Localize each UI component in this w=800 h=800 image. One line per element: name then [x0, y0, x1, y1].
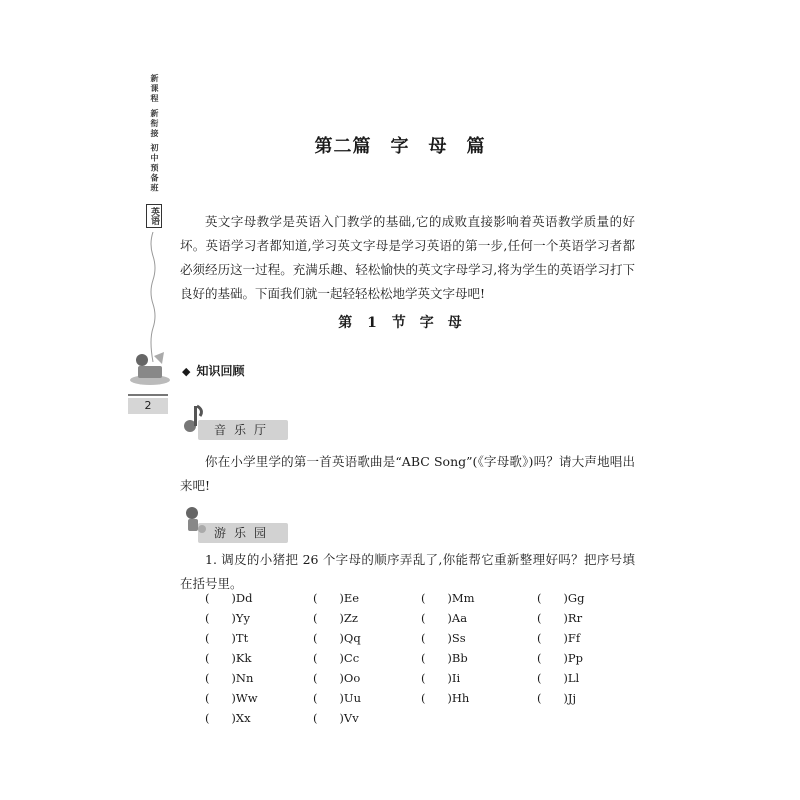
playground-label: 游乐园 [213, 526, 274, 540]
answer-parentheses[interactable]: ( ) [313, 711, 344, 725]
answer-parentheses[interactable]: ( ) [421, 631, 452, 645]
letter-pair: Aa [451, 611, 468, 625]
letter-blank[interactable] [313, 588, 421, 608]
answer-parentheses[interactable]: ( ) [205, 611, 236, 625]
letter-blank[interactable] [205, 668, 313, 688]
answer-parentheses[interactable]: ( ) [205, 671, 236, 685]
letter-pair: Nn [235, 671, 254, 685]
letter-pair: Ss [451, 631, 466, 645]
letter-blank[interactable] [313, 628, 421, 648]
letter-pair: Gg [567, 591, 585, 605]
answer-parentheses[interactable]: ( ) [537, 591, 568, 605]
letter-blank[interactable] [205, 648, 313, 668]
letter-pair: Cc [343, 651, 360, 665]
letter-pair: Ww [235, 691, 258, 705]
letter-blank[interactable] [313, 668, 421, 688]
answer-parentheses[interactable]: ( ) [205, 711, 236, 725]
answer-parentheses[interactable]: ( ) [421, 691, 452, 705]
letter-blank[interactable] [421, 688, 537, 708]
review-heading [182, 362, 244, 379]
letter-blank[interactable] [205, 588, 313, 608]
letter-blank[interactable] [205, 688, 313, 708]
letter-blank[interactable] [537, 668, 645, 688]
answer-parentheses[interactable]: ( ) [421, 611, 452, 625]
sidebar-line-1: 新课程 [150, 74, 159, 104]
answer-parentheses[interactable]: ( ) [313, 691, 344, 705]
letter-pair: Ii [451, 671, 461, 685]
letter-blank[interactable] [537, 588, 645, 608]
letter-blank[interactable] [421, 608, 537, 628]
letter-pair: Ff [567, 631, 581, 645]
music-hall-banner [180, 402, 300, 442]
intro-paragraph: 英文字母教学是英语入门教学的基础,它的成败直接影响着英语教学质量的好坏。英语学习者都知道,学习英文字母是学习英语的第一步,任何一个英语学习者都必须经历这一过程。充满乐趣、轻松愉快的英文字母学习,将为学生的英语学习打下良好的基础。下面我们就一起轻轻松松地学英文字母吧! [180, 214, 635, 301]
answer-parentheses[interactable]: ( ) [313, 671, 344, 685]
sidebar-wavy-line-icon [147, 232, 159, 362]
letter-pair: Yy [235, 611, 250, 625]
answer-parentheses[interactable]: ( ) [313, 631, 344, 645]
answer-parentheses[interactable]: ( ) [205, 631, 236, 645]
answer-parentheses[interactable]: ( ) [537, 671, 568, 685]
letter-pair: Qq [343, 631, 361, 645]
answer-parentheses[interactable]: ( ) [205, 691, 236, 705]
letter-pair: Uu [343, 691, 362, 705]
letter-pair: Hh [451, 691, 470, 705]
empty-cell [421, 708, 537, 728]
answer-parentheses[interactable]: ( ) [313, 651, 344, 665]
letter-blank[interactable] [421, 648, 537, 668]
letter-blank[interactable] [537, 688, 645, 708]
letter-blank[interactable] [205, 708, 313, 728]
sidebar-subject: 英语 [146, 204, 162, 228]
letter-pair: Bb [451, 651, 468, 665]
sidebar-line-2: 新衔接 [150, 108, 159, 139]
answer-parentheses[interactable]: ( ) [421, 591, 452, 605]
letter-blank[interactable] [421, 668, 537, 688]
letter-pair: Dd [235, 591, 253, 605]
reading-child-icon [128, 350, 172, 386]
letter-blank[interactable] [205, 628, 313, 648]
letter-pair: Xx [235, 711, 251, 725]
letter-pair: Jj [567, 691, 577, 705]
letter-pair: Tt [235, 631, 249, 645]
letter-blank[interactable] [313, 648, 421, 668]
answer-parentheses[interactable]: ( ) [421, 651, 452, 665]
answer-parentheses[interactable]: ( ) [313, 611, 344, 625]
music-hall-label: 音乐厅 [213, 423, 274, 437]
music-hall-text: 你在小学里学的第一首英语歌曲是“ABC Song”(《字母歌》)吗？请大声地唱出来吧! [180, 454, 635, 493]
answer-parentheses[interactable]: ( ) [537, 691, 568, 705]
answer-parentheses[interactable]: ( ) [421, 671, 452, 685]
letter-blank[interactable] [537, 628, 645, 648]
letter-blank[interactable] [205, 608, 313, 628]
letter-blank[interactable] [421, 628, 537, 648]
diamond-bullet-icon: ◆ [182, 365, 191, 378]
letter-blank[interactable] [313, 608, 421, 628]
letter-pair: Mm [451, 591, 475, 605]
answer-parentheses[interactable]: ( ) [205, 591, 236, 605]
letter-blank[interactable] [313, 688, 421, 708]
answer-parentheses[interactable]: ( ) [537, 631, 568, 645]
answer-parentheses[interactable]: ( ) [537, 651, 568, 665]
letter-pair: Ll [567, 671, 580, 685]
letter-blank[interactable] [313, 708, 421, 728]
letter-pair: Oo [343, 671, 361, 685]
letter-order-grid [205, 588, 655, 728]
review-heading-label: 知识回顾 [196, 364, 245, 378]
letter-blank[interactable] [537, 648, 645, 668]
answer-parentheses[interactable]: ( ) [537, 611, 568, 625]
letter-pair: Ee [343, 591, 360, 605]
playground-banner [180, 505, 300, 545]
letter-blank[interactable] [537, 608, 645, 628]
letter-pair: Zz [343, 611, 358, 625]
sidebar-line-3: 初中预备班 [150, 143, 159, 194]
playground-question: 1. 调皮的小猪把 26 个字母的顺序弄乱了,你能帮它重新整理好吗？把序号填在括号里。 [180, 552, 635, 591]
letter-blank[interactable] [421, 588, 537, 608]
page-number-rule [128, 394, 168, 396]
letter-pair: Vv [343, 711, 359, 725]
letter-pair: Pp [567, 651, 584, 665]
letter-pair: Kk [235, 651, 252, 665]
section-title: 第 1 节 字 母 [338, 315, 462, 331]
page-title: 第二篇 字 母 篇 [314, 136, 486, 157]
page-number: 2 [128, 398, 168, 414]
answer-parentheses[interactable]: ( ) [313, 591, 344, 605]
answer-parentheses[interactable]: ( ) [205, 651, 236, 665]
letter-pair: Rr [567, 611, 583, 625]
empty-cell [537, 708, 645, 728]
